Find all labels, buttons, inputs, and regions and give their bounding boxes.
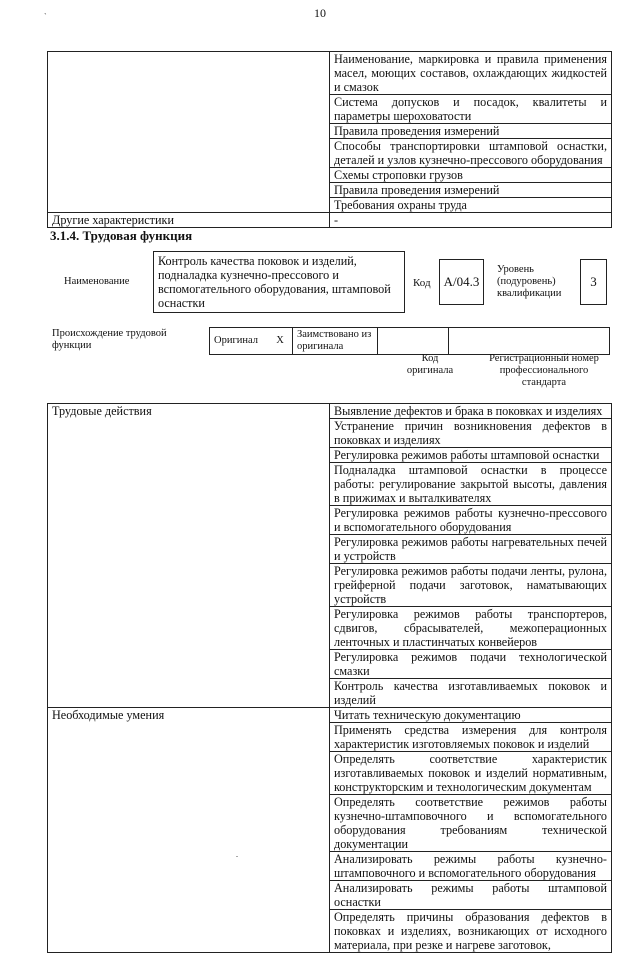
origin-label: Происхождение трудовой функции bbox=[52, 328, 167, 351]
required-skill-item: Определять соответствие режимов работы кузнечно-штамповочного и вспомогательного оборудования требованиям технической документации bbox=[330, 795, 612, 852]
table-row bbox=[48, 404, 612, 419]
labor-action-item: Регулировка режимов работы штамповой оснастки bbox=[330, 448, 612, 463]
required-skill-item: Анализировать режимы работы штамповой оснастки bbox=[330, 881, 612, 910]
labor-action-item: Регулировка режимов работы кузнечно-прессового и вспомогательного оборудования bbox=[330, 506, 612, 535]
level-label: Уровень (подуровень) квалификации bbox=[497, 264, 562, 299]
required-skill-item: Применять средства измерения для контроля характеристик изготовляемых поковок и изделий bbox=[330, 723, 612, 752]
knowledge-item: Наименование, маркировка и правила применения масел, моющих составов, охлаждающих жидкостей и смазок bbox=[330, 52, 612, 95]
other-characteristics-label: Другие характеристики bbox=[48, 213, 330, 228]
knowledge-item: Правила проведения измерений bbox=[330, 183, 612, 198]
labor-action-item: Регулировка режимов работы нагревательных печей и устройств bbox=[330, 535, 612, 564]
labor-action-item: Регулировка режимов подачи технологической смазки bbox=[330, 650, 612, 679]
labor-table bbox=[47, 403, 612, 953]
labor-action-item: Регулировка режимов работы подачи ленты, рулона, грейферной подачи заготовок, наматывающих устройств bbox=[330, 564, 612, 607]
section-title: 3.1.4. Трудовая функция bbox=[50, 228, 193, 243]
knowledge-item: Правила проведения измерений bbox=[330, 124, 612, 139]
scan-dot: . bbox=[236, 850, 238, 859]
required-skill-item: Читать техническую документацию bbox=[330, 708, 612, 723]
knowledge-table bbox=[47, 51, 612, 228]
table-row bbox=[48, 52, 612, 95]
other-characteristics-value: - bbox=[330, 213, 612, 228]
function-name-box: Контроль качества поковок и изделий, подналадка кузнечно-прессового и вспомогательного оборудования, штамповой оснастки bbox=[153, 251, 405, 313]
required-skill-item: Определять соответствие характеристик изготавливаемых поковок и изделий нормативным, конструкторским и технологическим документам bbox=[330, 752, 612, 795]
name-label: Наименование bbox=[64, 276, 130, 287]
code-original-caption: Код оригинала bbox=[406, 353, 454, 376]
required-skills-label: Необходимые умения bbox=[48, 708, 330, 953]
original-mark: X bbox=[268, 328, 293, 355]
labor-action-item: Регулировка режимов работы транспортеров, сдвигов, сбрасывателей, межоперационных ленточных и пластинчатых конвейеров bbox=[330, 607, 612, 650]
knowledge-item: Требования охраны труда bbox=[330, 198, 612, 213]
labor-action-item: Подналадка штамповой оснастки в процессе работы: регулирование закрытой высоты, давления в прижимах и выталкивателях bbox=[330, 463, 612, 506]
labor-action-item: Контроль качества изготавливаемых поковок и изделий bbox=[330, 679, 612, 708]
page-number: 10 bbox=[314, 6, 326, 20]
knowledge-item: Способы транспортировки штамповой оснастки, деталей и узлов кузнечно-прессового оборудования bbox=[330, 139, 612, 168]
origin-table bbox=[209, 327, 610, 355]
labor-action-item: Выявление дефектов и брака в поковках и изделиях bbox=[330, 404, 612, 419]
table-row bbox=[48, 708, 612, 723]
code-original-cell bbox=[378, 328, 449, 355]
labor-actions-label: Трудовые действия bbox=[48, 404, 330, 708]
row-label-cell bbox=[48, 52, 330, 213]
code-label: Код bbox=[413, 277, 431, 289]
reg-number-cell bbox=[449, 328, 610, 355]
code-box: А/04.3 bbox=[439, 259, 484, 305]
level-box: 3 bbox=[580, 259, 607, 305]
knowledge-item: Система допусков и посадок, квалитеты и параметры шероховатости bbox=[330, 95, 612, 124]
labor-action-item: Устранение причин возникновения дефектов в поковках и изделиях bbox=[330, 419, 612, 448]
borrowed-label: Заимствовано из оригинала bbox=[293, 328, 378, 355]
original-label: Оригинал bbox=[210, 328, 269, 355]
reg-number-caption: Регистрационный номер профессионального стандарта bbox=[489, 353, 599, 388]
table-row bbox=[48, 213, 612, 228]
scan-dot: ` bbox=[44, 12, 47, 21]
required-skill-item: Определять причины образования дефектов в поковках и изделиях, возникающих от исходного материала, при резке и нагреве заготовок, bbox=[330, 910, 612, 953]
knowledge-item: Схемы строповки грузов bbox=[330, 168, 612, 183]
required-skill-item: Анализировать режимы работы кузнечно-штамповочного и вспомогательного оборудования bbox=[330, 852, 612, 881]
